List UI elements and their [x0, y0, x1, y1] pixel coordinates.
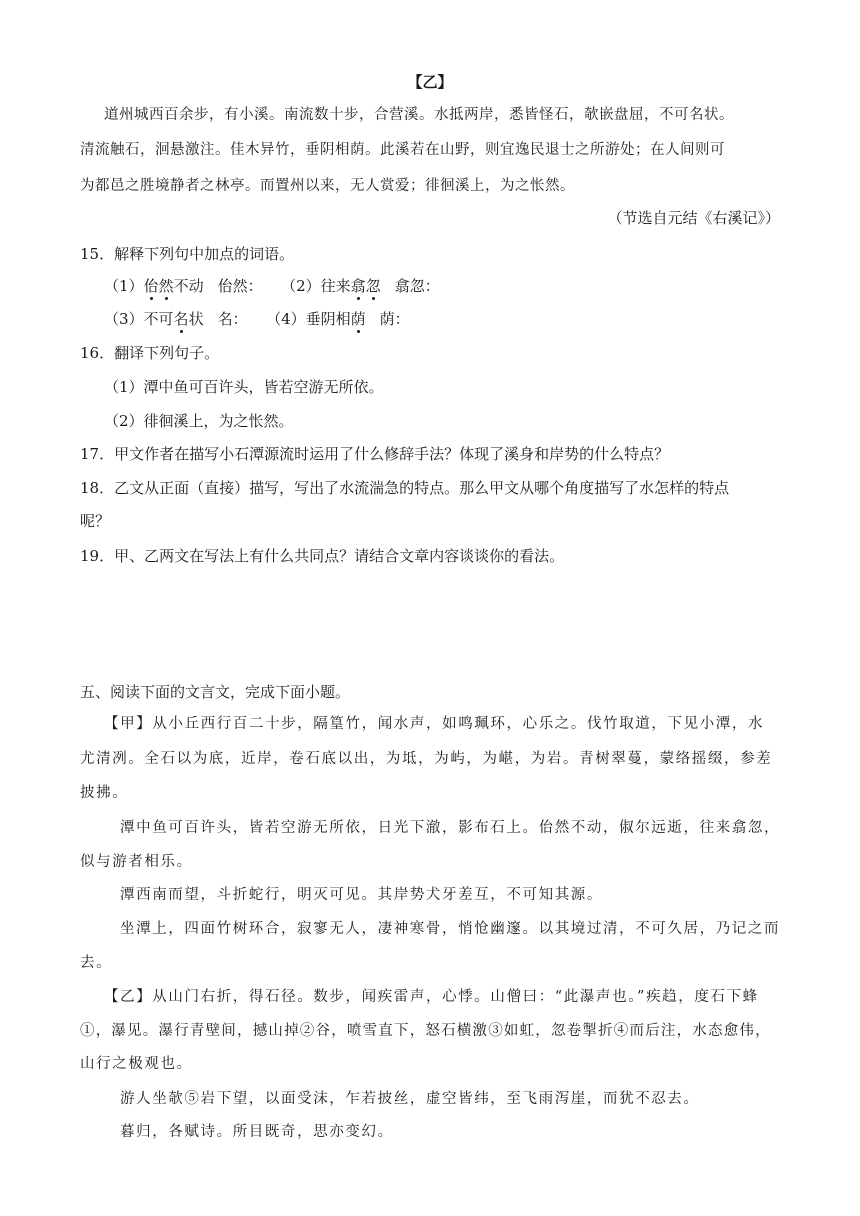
- question-18-line: 呢？: [80, 512, 111, 530]
- passage-yi-line: 道州城西百余步，有小溪。南流数十步，合营溪。水抵两岸，悉皆怪石，欹嵌盘屈，不可名状。: [104, 107, 734, 123]
- item-text: （2）往来: [288, 277, 351, 295]
- dotted-word: 荫: [350, 310, 366, 328]
- passage-line: 去。: [80, 955, 113, 971]
- gloss-label: 翕忽：: [394, 277, 440, 295]
- passage-line: 山行之极观也。: [80, 1056, 193, 1072]
- passage-line: 坐潭上，四面竹树环合，寂寥无人，凄神寒骨，悄怆幽邃。以其境过清，不可久居，乃记之而: [120, 921, 781, 937]
- passage-line: 暮归，各赋诗。所目既奇，思亦变幻。: [120, 1124, 394, 1140]
- dotted-word: 然: [158, 277, 174, 295]
- question-15-stem: 15．解释下列句中加点的词语。: [80, 245, 295, 263]
- gloss-label: 荫：: [379, 310, 410, 328]
- passage-yi-source: （节选自元结《右溪记》）: [607, 209, 780, 227]
- passage-yi-line: 为都邑之胜境静者之林亭。而置州以来，无人赏爱；徘徊溪上，为之怅然。: [80, 178, 575, 194]
- question-19: 19．甲、乙两文在写法上有什么共同点？请结合文章内容谈谈你的看法。: [80, 547, 565, 565]
- question-18-line: 18．乙文从正面（直接）描写，写出了水流湍急的特点。那么甲文从哪个角度描写了水怎样的特点: [80, 479, 730, 497]
- passage-line: 尤清冽。全石以为底，近岸，卷石底以出，为坻，为屿，为嵁，为岩。青树翠蔓，蒙络摇缀，参差: [80, 751, 773, 767]
- passage-yi-title: 【乙】: [407, 73, 453, 91]
- section-5-heading: 五、阅读下面的文言文，完成下面小题。: [80, 683, 351, 701]
- passage-line: 披拂。: [80, 785, 129, 801]
- gloss-label: 名：: [217, 310, 248, 328]
- passage-line: 潭中鱼可百许头，皆若空游无所依，日光下澈，影布石上。佁然不动，俶尔远逝，往来翕忽，: [120, 820, 781, 836]
- phrase-text: 状: [188, 310, 204, 328]
- passage-line: 【乙】从山门右折，得石径。数步，闻疾雷声，心悸。山僧曰：“此瀑声也。”疾趋，度石下蜂: [104, 989, 759, 1005]
- dotted-word: 名: [173, 310, 189, 328]
- passage-line: ①，瀑见。瀑行青壁间，撼山掉②谷，喷雪直下，怒石横激③如虹，忽卷掣折④而后注，水态愈伟，: [80, 1023, 771, 1039]
- phrase-text: 不动: [173, 277, 204, 295]
- question-17: 17．甲文作者在描写小石潭源流时运用了什么修辞手法？体现了溪身和岸势的什么特点？: [80, 445, 670, 463]
- passage-line: 潭西南而望，斗折蛇行，明灭可见。其岸势犬牙差互，不可知其源。: [120, 887, 603, 903]
- passage-line: 似与游者相乐。: [80, 854, 193, 870]
- dotted-word: 佁: [143, 277, 159, 295]
- gloss-label: 佁然：: [217, 277, 263, 295]
- question-15-row-1: [104, 276, 440, 296]
- question-16-item: （2）徘徊溪上，为之怅然。: [104, 412, 294, 430]
- item-text: （3）不可: [104, 310, 174, 328]
- item-number: （1）: [104, 277, 144, 295]
- passage-yi-line: 清流触石，洄悬激注。佳木异竹，垂阴相荫。此溪若在山野，则宜逸民退士之所游处；在人间则可: [80, 142, 725, 158]
- passage-line: 【甲】从小丘西行百二十步，隔篁竹，闻水声，如鸣珮环，心乐之。伐竹取道，下见小潭，水: [104, 716, 765, 732]
- question-16-stem: 16．翻译下列句子。: [80, 344, 220, 362]
- dotted-word: 忽: [365, 277, 381, 295]
- question-16-item: （1）潭中鱼可百许头，皆若空游无所依。: [104, 378, 384, 396]
- passage-line: 游人坐欹⑤岩下望，以面受沫，乍若披丝，虚空皆纬，至飞雨泻崖，而犹不忍去。: [120, 1091, 700, 1107]
- item-text: （4）垂阴相: [273, 310, 351, 328]
- question-15-row-2: [104, 309, 410, 329]
- dotted-word: 翕: [350, 277, 366, 295]
